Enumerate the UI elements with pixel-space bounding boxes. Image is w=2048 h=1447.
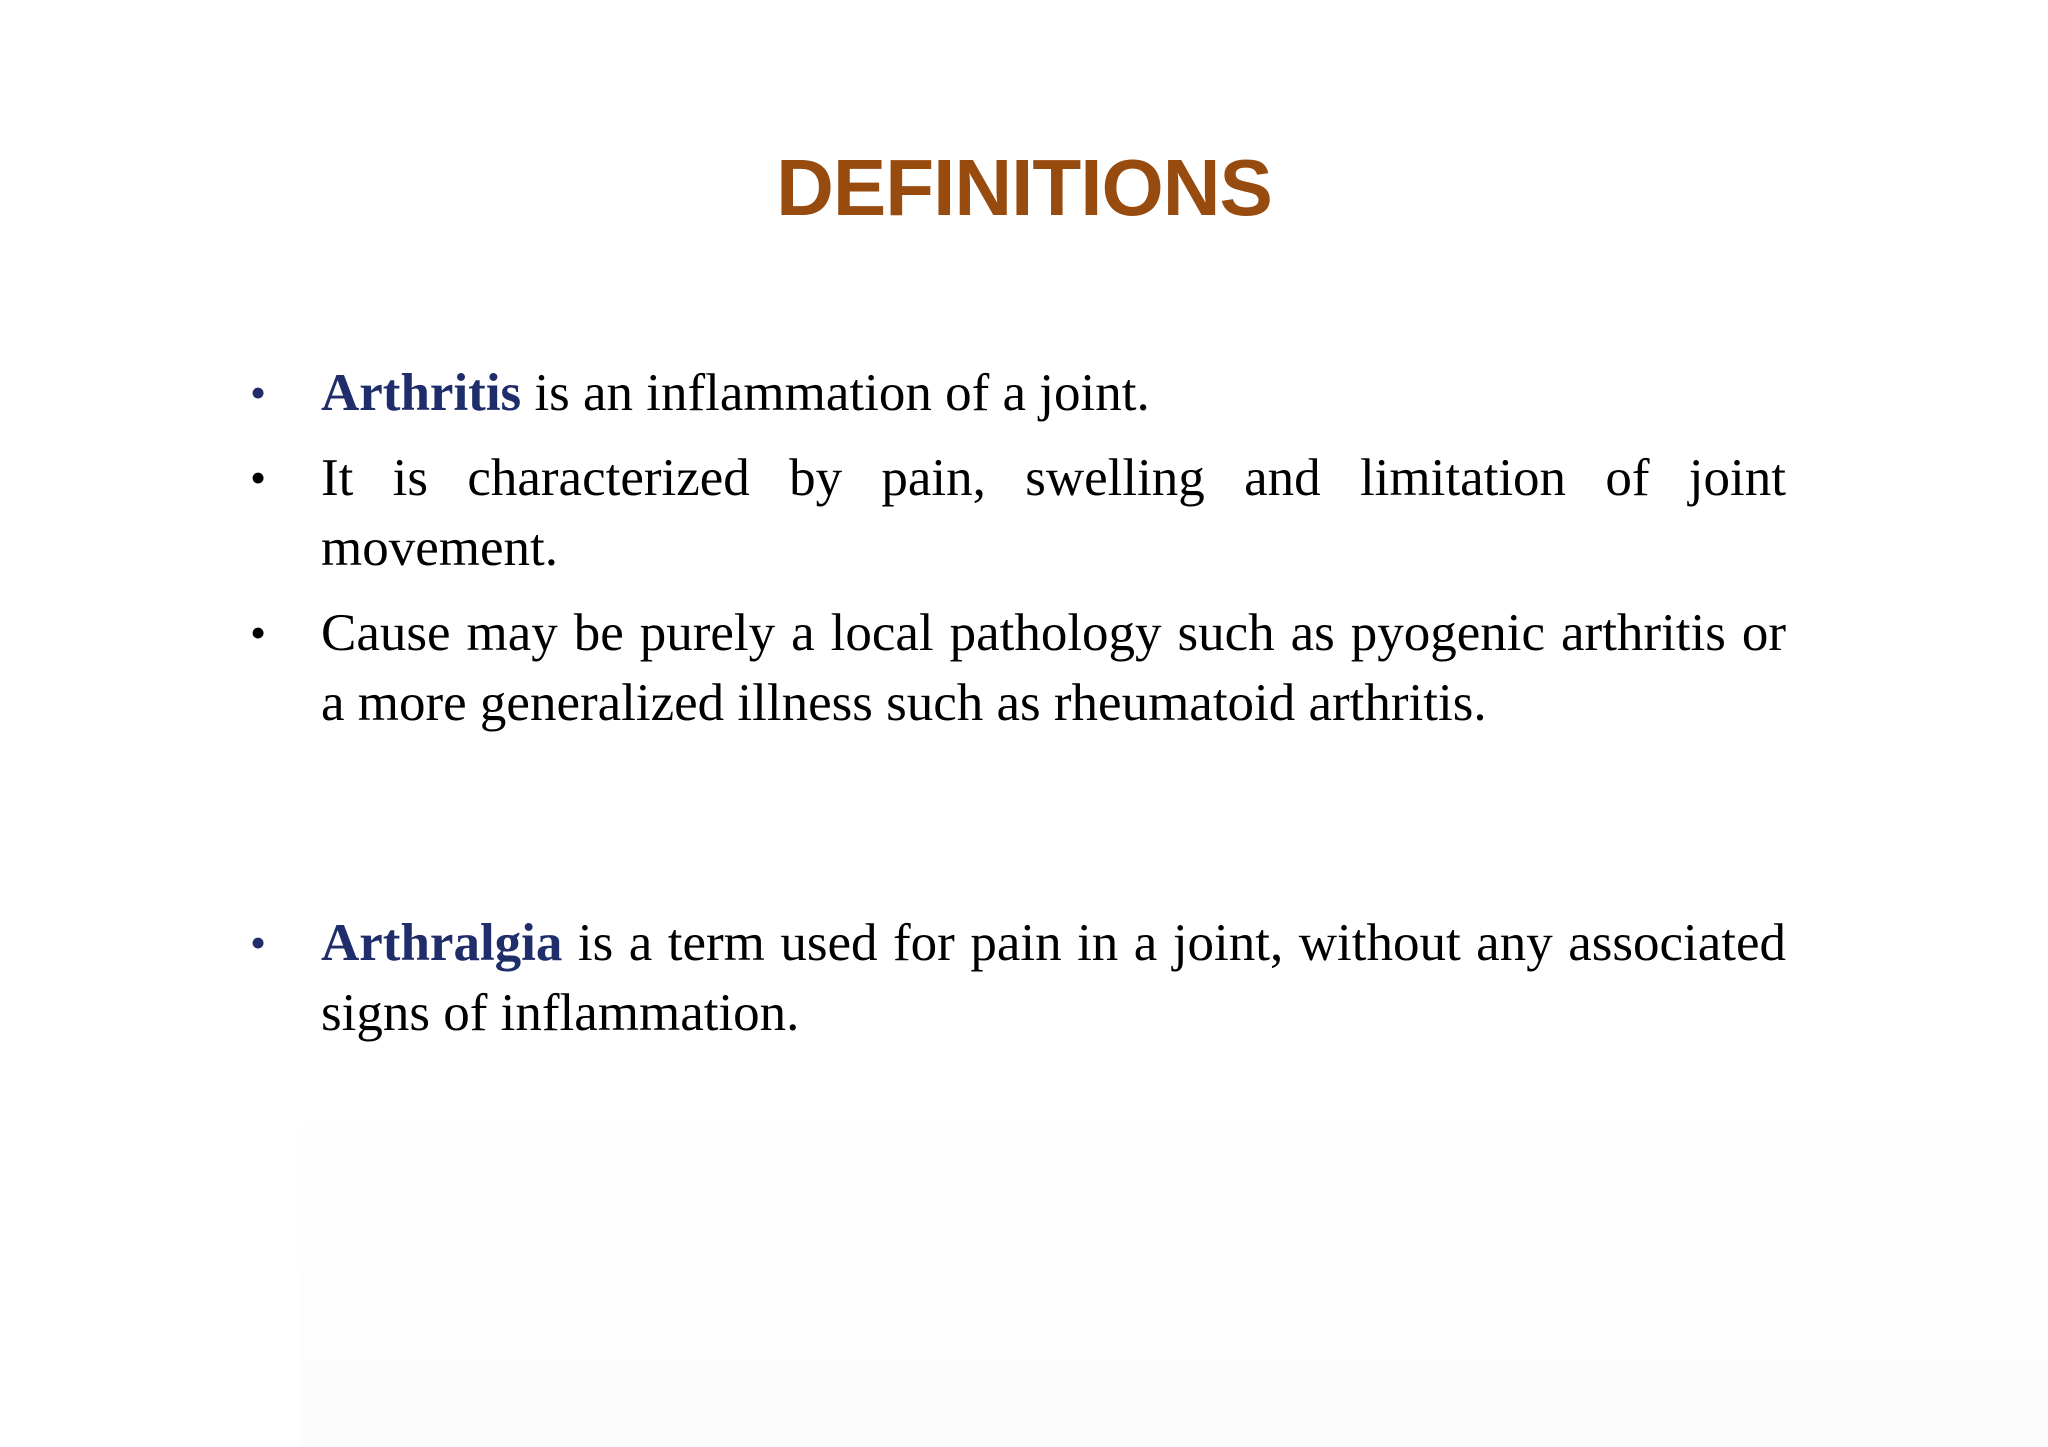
bullet-symbol: • [250,367,267,418]
slide-background-shade [300,1080,2048,1447]
bullet-text [321,358,1786,428]
bullet-text [321,598,1786,738]
bullet-symbol: • [250,452,267,503]
bullet-symbol: • [250,607,267,658]
definition-text: It is characterized by pain, swelling and limitation of joint movement. [321,449,1786,577]
definition-text: Cause may be purely a local pathology such as pyogenic arthritis or a more generalized illness such as rheumatoid arthritis. [321,604,1786,732]
slide-title: DEFINITIONS [776,143,1272,232]
definition-text: is an inflammation of a joint. [521,364,1150,422]
definition-term: Arthralgia [321,914,563,972]
bullet-text [321,443,1786,583]
definition-text: is a term used for pain in a joint, without any associated signs of inflammation. [321,914,1786,1042]
bullet-symbol: • [250,917,267,968]
definition-term: Arthritis [321,364,522,422]
bullet-text [321,908,1786,1048]
